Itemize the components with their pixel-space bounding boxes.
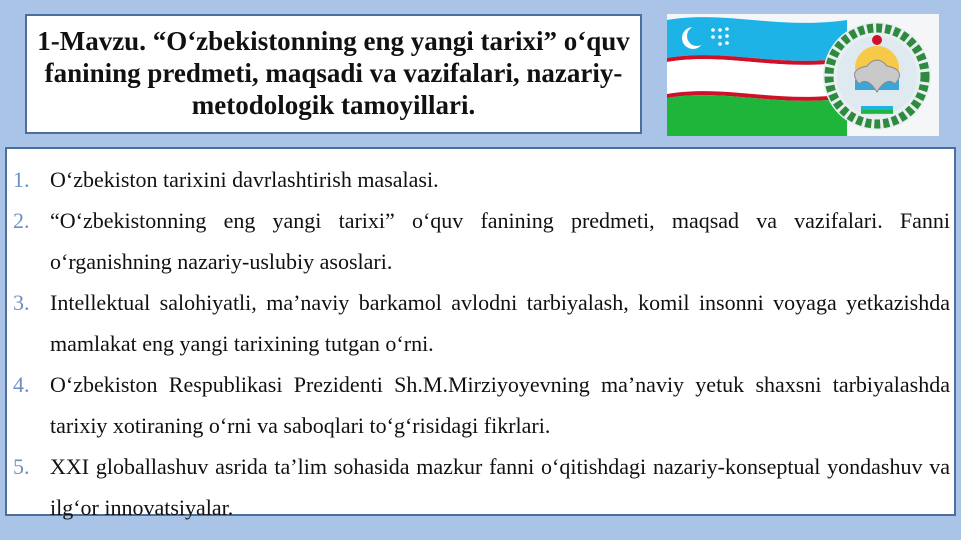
item-number: 4. [13,372,30,397]
item-number: 1. [13,167,30,192]
flag-emblem-icon [667,14,939,136]
list-item [13,282,950,364]
list-item [13,446,950,528]
list-item [13,200,950,282]
item-text: “O‘zbekistonning eng yangi tarixi” o‘quv fanining predmeti, maqsad va vazifalari. Fanni o‘rganishning nazariy-uslubiy asoslari. [50,208,950,274]
slide-title: 1-Mavzu. “O‘zbekistonning eng yangi tarixi” o‘quv fanining predmeti, maqsadi va vazifalari, nazariy-metodologik tamoyillari. [37,26,630,120]
content-box [5,147,956,520]
item-number: 3. [13,290,30,315]
item-text: Intellektual salohiyatli, ma’naviy barkamol avlodni tarbiyalash, komil insonni voyaga yetkazishda mamlakat eng yangi tarixining tutgan o‘rni. [50,290,950,356]
item-number: 5. [13,454,30,479]
item-text: O‘zbekiston Respublikasi Prezidenti Sh.M.Mirziyoyevning ma’naviy yetuk shaxsni tarbiyalashda tarixiy xotiraning o‘rni va saboqlari to‘g‘risidagi fikrlari. [50,372,950,438]
title-box [25,14,642,134]
topics-list [13,159,950,528]
emblem-image [667,14,939,136]
item-text: O‘zbekiston tarixini davrlashtirish masalasi. [50,167,439,192]
list-item [13,159,950,200]
item-text: XXI globallashuv asrida ta’lim sohasida mazkur fanni o‘qitishdagi nazariy-konseptual yondashuv va ilg‘or innovatsiyalar. [50,454,950,520]
list-item [13,364,950,446]
item-number: 2. [13,208,30,233]
